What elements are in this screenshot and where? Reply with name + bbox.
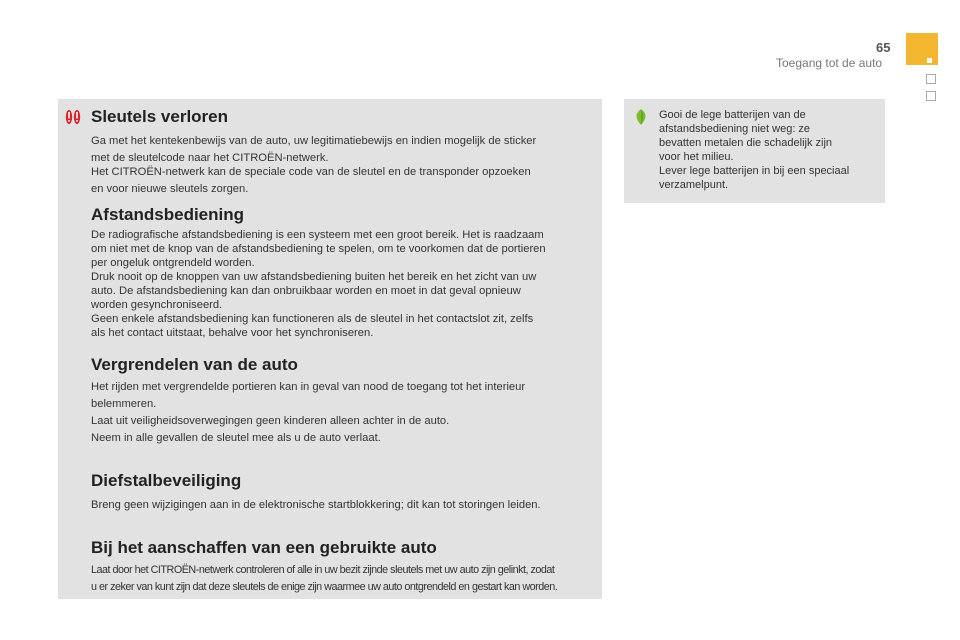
chapter-tab-box-2: [926, 91, 936, 101]
warning-icon: [64, 108, 82, 126]
remote-line-1: De radiografische afstandsbediening is een systeem met een groot bereik. Het is raadzaam: [91, 229, 544, 241]
lost-keys-line-1: Ga met het kentekenbewijs van de auto, uw legitimatiebewijs en indien mogelijk de sticker: [91, 135, 537, 147]
info-icon: [632, 108, 650, 126]
chapter-tab-marker: [906, 33, 938, 65]
section-title-remote-control: Afstandsbediening: [91, 205, 245, 224]
section-title-locking: Vergrendelen van de auto: [91, 355, 298, 374]
section-title-used-car: Bij het aanschaffen van een gebruikte auto: [91, 538, 437, 557]
used-car-line-2: u er zeker van kunt zijn dat deze sleutels de enige zijn waarmee uw auto ontgrendeld en gestart kan worden.: [91, 581, 558, 593]
side-note-line-1: Gooi de lege batterijen van de: [659, 109, 806, 121]
section-title-anti-theft: Diefstalbeveiliging: [91, 471, 242, 490]
used-car-line-1: Laat door het CITROËN-netwerk controleren of alle in uw bezit zijnde sleutels met uw auto zijn gelinkt, zodat: [91, 564, 555, 576]
section-title-lost-keys: Sleutels verloren: [91, 107, 229, 126]
side-note-line-6: verzamelpunt.: [659, 179, 729, 191]
lost-keys-line-2: met de sleutelcode naar het CITROËN-netwerk.: [91, 152, 329, 164]
remote-line-7: Geen enkele afstandsbediening kan functioneren als de sleutel in het contactslot zit, zelfs: [91, 313, 534, 325]
side-note-line-5: Lever lege batterijen in bij een speciaal: [659, 165, 850, 177]
anti-theft-line-1: Breng geen wijzigingen aan in de elektronische startblokkering; dit kan tot storingen leiden.: [91, 499, 541, 511]
lost-keys-line-3: Het CITROËN-netwerk kan de speciale code van de sleutel en de transponder opzoeken: [91, 166, 531, 178]
page-number: 65: [876, 40, 891, 55]
chapter-tab-box-1: [926, 74, 936, 84]
side-note-line-2: afstandsbediening niet weg: ze: [659, 123, 811, 135]
locking-line-2: belemmeren.: [91, 398, 157, 410]
lost-keys-line-4: en voor nieuwe sleutels zorgen.: [91, 183, 249, 195]
locking-line-3: Laat uit veiligheidsoverwegingen geen kinderen alleen achter in de auto.: [91, 415, 450, 427]
remote-line-8: als het contact uitstaat, behalve voor het synchroniseren.: [91, 327, 374, 339]
remote-line-3: per ongeluk ontgrendeld worden.: [91, 257, 255, 269]
locking-line-4: Neem in alle gevallen de sleutel mee als u de auto verlaat.: [91, 432, 381, 444]
remote-line-5: auto. De afstandsbediening kan dan onbruikbaar worden en moet in dat geval opnieuw: [91, 285, 521, 297]
side-note-line-4: voor het milieu.: [659, 151, 734, 163]
side-note-line-3: bevatten metalen die schadelijk zijn: [659, 137, 833, 149]
chapter-tab-dot: [927, 58, 932, 63]
chapter-title: Toegang tot de auto: [776, 56, 883, 70]
remote-line-4: Druk nooit op de knoppen van uw afstandsbediening buiten het bereik en het zicht van uw: [91, 271, 537, 283]
remote-line-2: om niet met de knop van de afstandsbediening te spelen, om te voorkomen dat de portieren: [91, 243, 546, 255]
remote-line-6: worden gesynchroniseerd.: [91, 299, 223, 311]
locking-line-1: Het rijden met vergrendelde portieren kan in geval van nood de toegang tot het interieur: [91, 381, 526, 393]
